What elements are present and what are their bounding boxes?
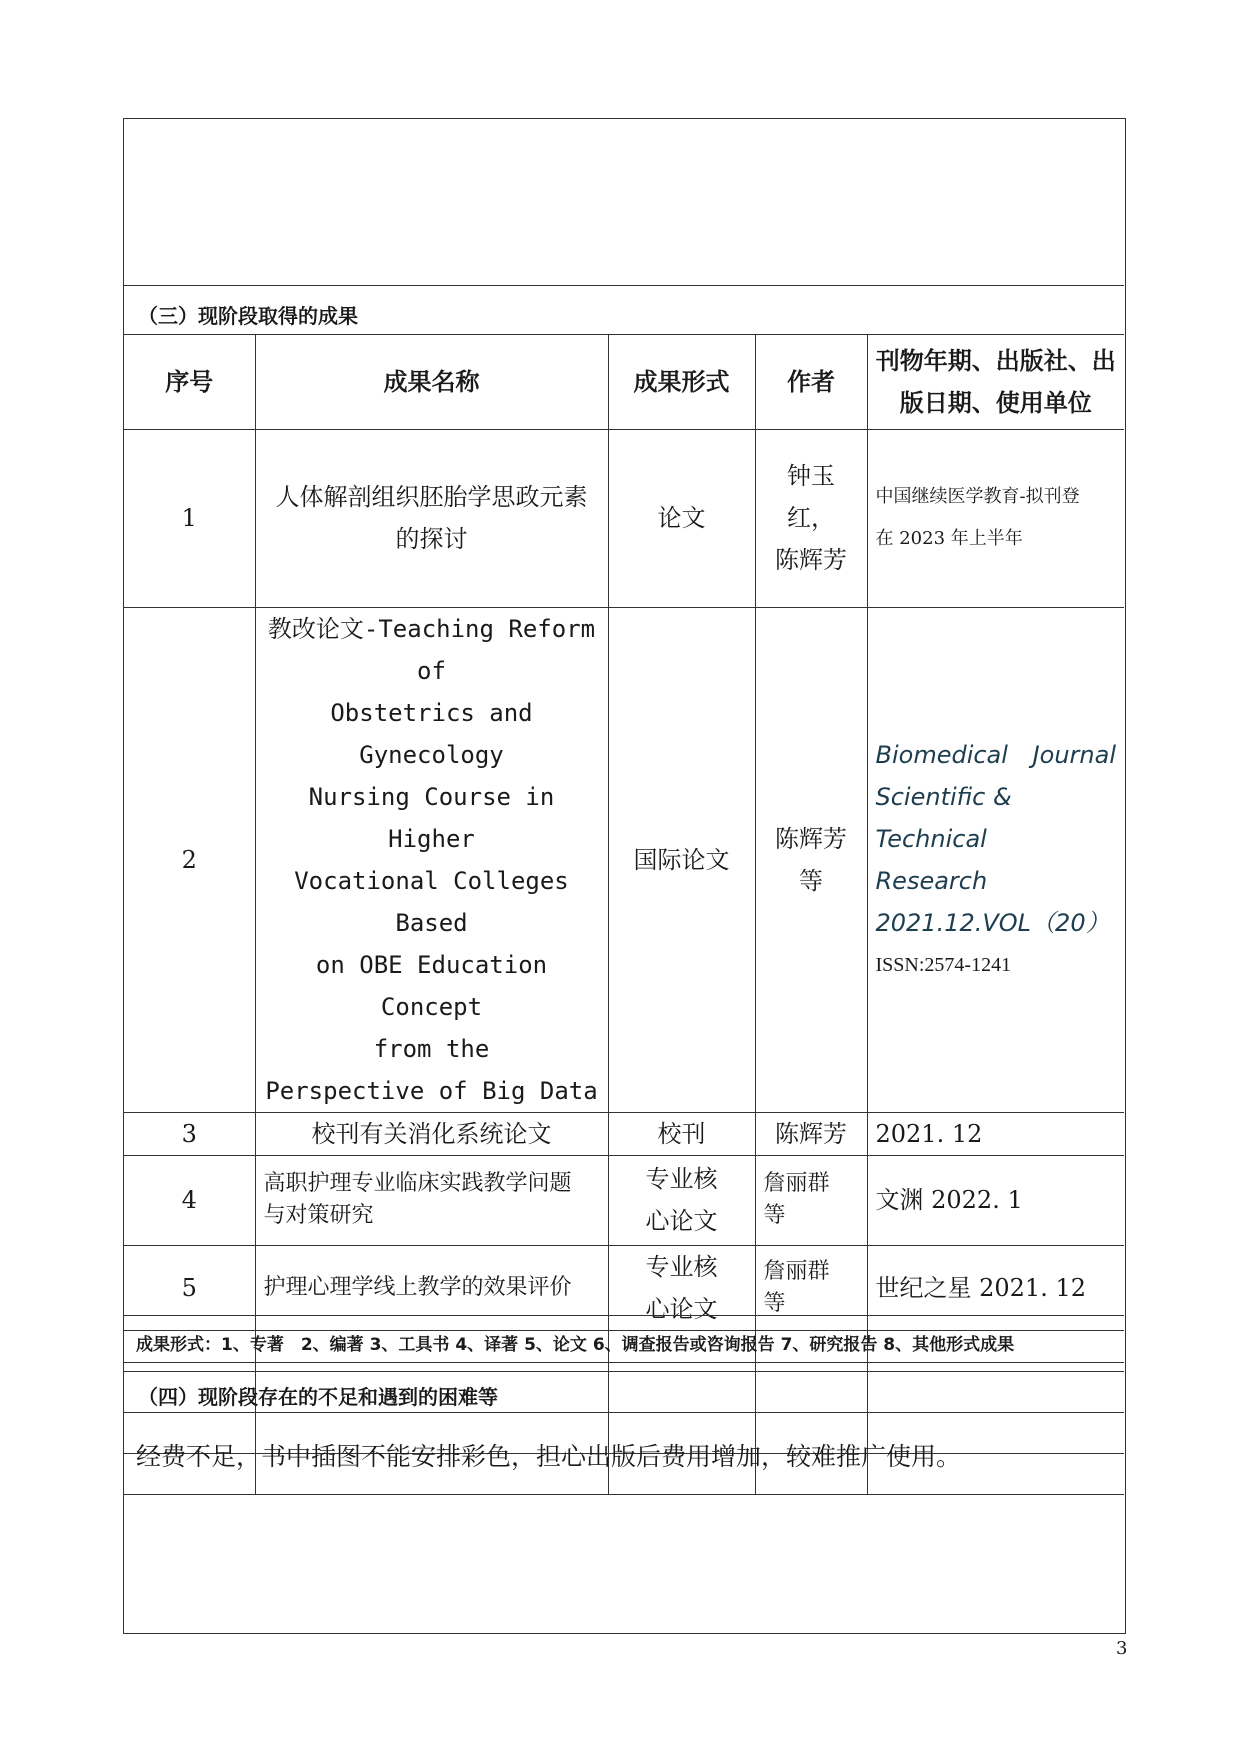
header-name: 成果名称 — [255, 335, 608, 429]
row-name-line: 与对策研究 — [263, 1203, 374, 1228]
row-name-line: Nursing Course in Higher — [308, 782, 555, 853]
row-publication: 2021. 12 — [867, 1112, 1124, 1155]
section4-body: 经费不足，书中插图不能安排彩色，担心出版后费用增加，较难推广使用。 — [136, 1442, 962, 1471]
page-number: 3 — [1116, 1638, 1128, 1659]
row-name: 护理心理学线上教学的效果评价 — [255, 1245, 608, 1330]
row-no: 5 — [124, 1245, 255, 1330]
table-header-row — [124, 335, 1124, 429]
table-row — [124, 1112, 1124, 1155]
header-publication — [867, 335, 1124, 429]
row-author — [755, 607, 867, 1112]
header-publication-line2: 版日期、使用单位 — [899, 388, 1092, 417]
row-no: 2 — [124, 607, 255, 1112]
blank-section — [124, 119, 1124, 286]
row-author-line: 詹丽群 — [763, 1258, 830, 1284]
row-author-line: 等 — [763, 1203, 786, 1228]
row-form-line: 心论文 — [645, 1207, 718, 1235]
row-no: 1 — [124, 429, 255, 607]
row-form: 国际论文 — [608, 607, 755, 1112]
row-author — [755, 1155, 867, 1245]
row-name-line: from the — [373, 1034, 490, 1063]
row-form-line: 专业核 — [645, 1165, 718, 1193]
row-author-line: 詹丽群 — [763, 1171, 830, 1196]
section4-title: （四）现阶段存在的不足和遇到的困难等 — [138, 1385, 498, 1409]
row-name: 校刊有关消化系统论文 — [255, 1112, 608, 1155]
row-name — [255, 429, 608, 607]
row-publication — [867, 607, 1124, 1112]
row-author-line: 陈辉芳 — [775, 824, 847, 853]
row-no: 3 — [124, 1112, 255, 1155]
row-form — [608, 1155, 755, 1245]
row-publication-line: 中国继续医学教育-拟刊登 — [875, 486, 1080, 507]
header-form: 成果形式 — [608, 335, 755, 429]
row-name-line: Vocational Colleges Based — [294, 866, 569, 937]
row-name-line: 高职护理专业临床实践教学问题 — [263, 1171, 572, 1196]
row-form: 校刊 — [608, 1112, 755, 1155]
row-author-line: 等 — [763, 1290, 786, 1316]
row-author-line: 等 — [799, 866, 823, 895]
section3-title: （三）现阶段取得的成果 — [124, 285, 1124, 335]
header-no: 序号 — [124, 335, 255, 429]
row-author: 陈辉芳 — [755, 1112, 867, 1155]
row-form-line: 心论文 — [645, 1294, 718, 1323]
row-publication — [867, 429, 1124, 607]
row-name-line: 的探讨 — [395, 525, 468, 553]
row-name-line: on OBE Education Concept — [315, 950, 548, 1021]
row-author-line: 陈辉芳 — [775, 546, 847, 574]
row-name-line: 教改论文-Teaching Reform of — [267, 614, 596, 685]
journal-name-line: Research — [875, 866, 988, 895]
journal-name-line: Biomedical Journal — [875, 740, 1116, 769]
row-publication: 文渊 2022. 1 — [867, 1155, 1124, 1245]
header-publication-line1: 刊物年期、出版社、出 — [875, 346, 1116, 375]
row-name-line: Perspective of Big Data — [265, 1076, 598, 1105]
row-publication: 世纪之星 2021. 12 — [867, 1245, 1124, 1330]
row-publication-line: 在 2023 年上半年 — [875, 528, 1023, 549]
result-form-legend: 成果形式：1、专著 2、编著 3、工具书 4、译著 5、论文 6、调查报告或咨询报告 7、研究报告 8、其他形式成果 — [124, 1315, 1124, 1363]
row-name-line: Obstetrics and Gynecology — [330, 698, 533, 769]
journal-issn: ISSN:2574-1241 — [875, 953, 1012, 976]
header-author: 作者 — [755, 335, 867, 429]
table-row — [124, 1155, 1124, 1245]
row-form-line: 专业核 — [645, 1252, 718, 1281]
journal-volume: 2021.12.VOL（20） — [875, 908, 1110, 937]
row-name — [255, 607, 608, 1112]
row-no: 4 — [124, 1155, 255, 1245]
row-author-line: 钟玉红， — [787, 462, 835, 532]
row-author — [755, 429, 867, 607]
table-row — [124, 429, 1124, 607]
row-form: 论文 — [608, 429, 755, 607]
table-row — [124, 607, 1124, 1112]
row-name-line: 人体解剖组织胚胎学思政元素 — [275, 483, 588, 511]
row-name — [255, 1155, 608, 1245]
form-frame — [123, 118, 1126, 1634]
journal-name-line: Scientific & Technical — [875, 782, 1012, 853]
